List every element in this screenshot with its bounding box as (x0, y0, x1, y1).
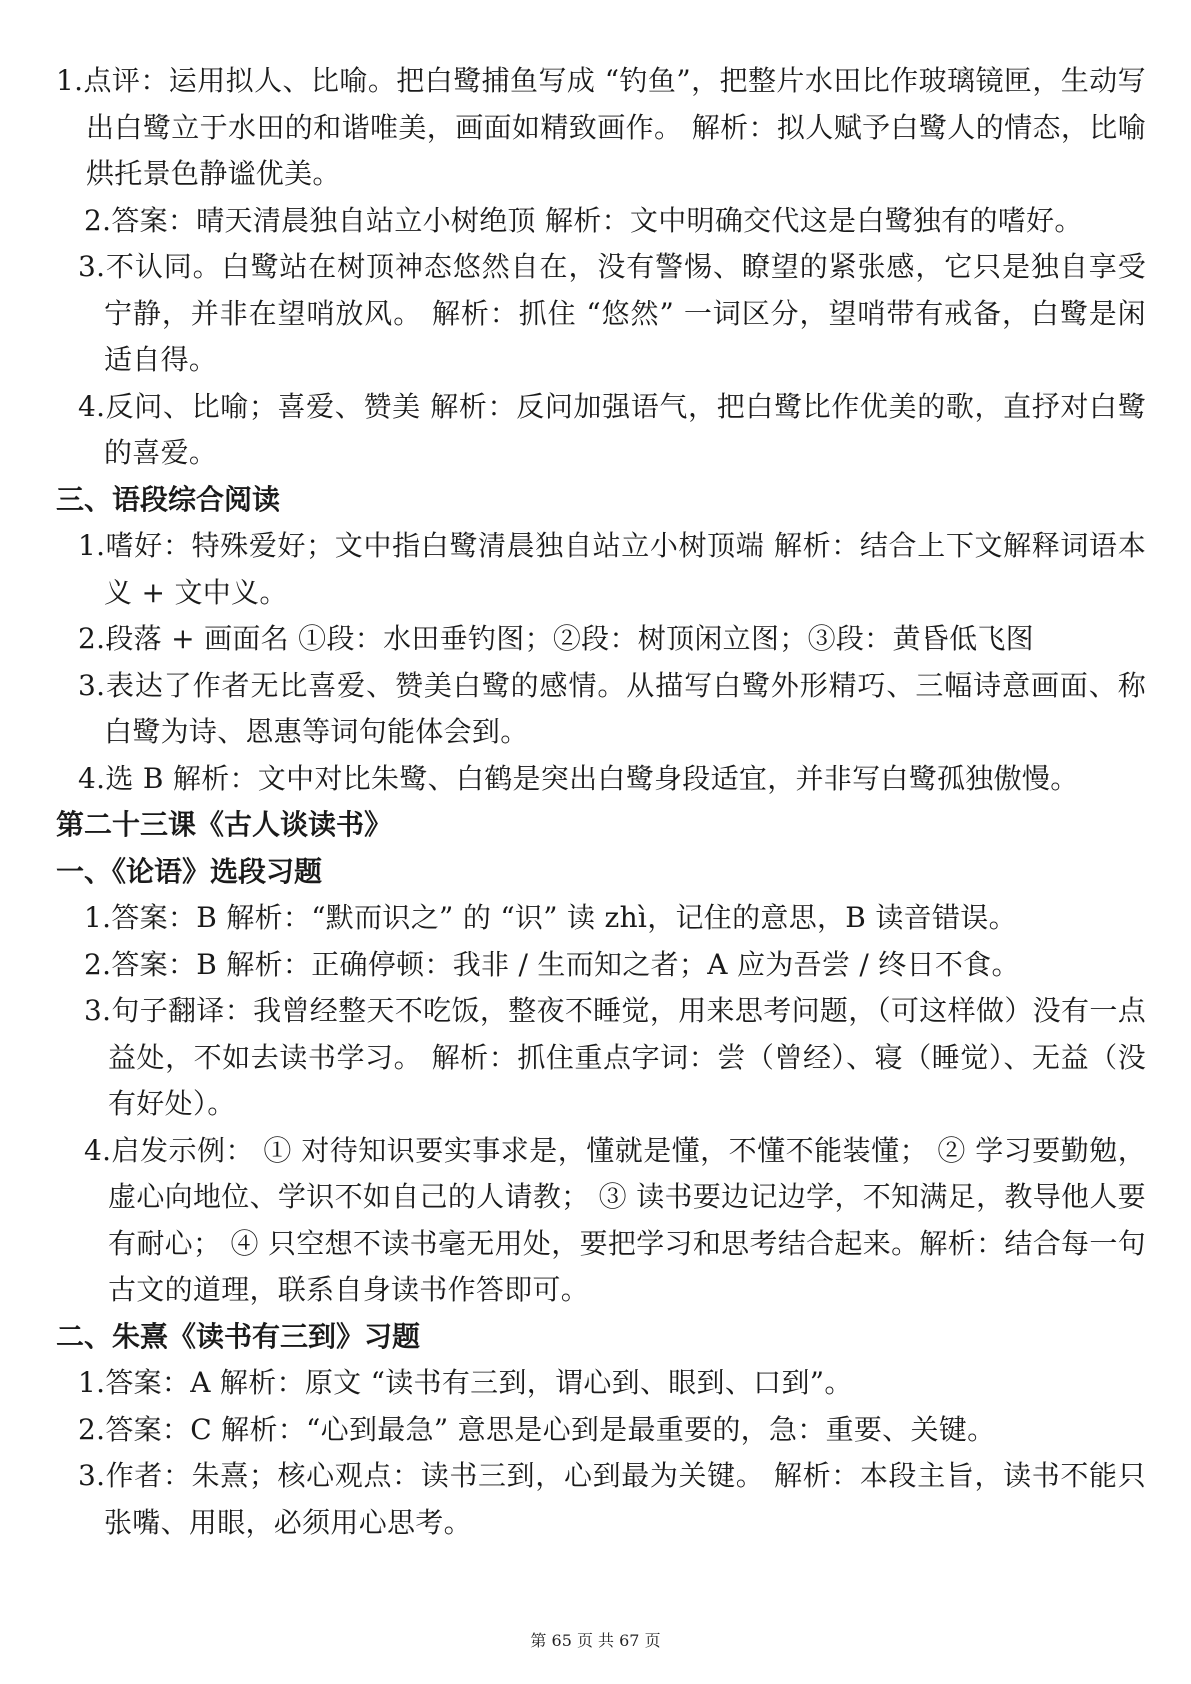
answer-item: 4.选 B 解析：文中对比朱鹭、白鹤是突出白鹭身段适宜，并非写白鹭孤独傲慢。 (78, 761, 1079, 795)
answer-item: 3.作者：朱熹；核心观点：读书三到，心到最为关键。 解析：本段主旨，读书不能只张嘴、用眼，必须用心思考。 (78, 1459, 1146, 1539)
answer-item: 3.句子翻译：我曾经整天不吃饭，整夜不睡觉，用来思考问题，（可这样做）没有一点益处，不如去读书学习。 解析：抓住重点字词：尝（曾经）、寝（睡觉）、无益（没有好处）。 (84, 994, 1146, 1120)
answer-item: 3.表达了作者无比喜爱、赞美白鹭的感情。从描写白鹭外形精巧、三幅诗意画面、称白鹭为诗、恩惠等词句能体会到。 (78, 668, 1146, 748)
answer-item: 4.启发示例： ① 对待知识要实事求是，懂就是懂，不懂不能装懂； ② 学习要勤勉，虚心向地位、学识不如自己的人请教； ③ 读书要边记边学，不知满足，教导他人要有耐心； ④ 只空想不读书毫无用处，要把学习和思考结合起来。解析：结合每一句古文的道理，联系自身读书作答即可。 (84, 1133, 1146, 1306)
answer-item: 1.答案：B 解析：“默而识之” 的 “识” 读 zhì，记住的意思，B 读音错误。 (84, 901, 1017, 934)
section-heading: 一、《论语》选段习题 (56, 854, 323, 888)
answer-item: 2.段落 + 画面名 ①段：水田垂钓图；②段：树顶闲立图；③段：黄昏低飞图 (78, 622, 1034, 655)
section-heading: 二、朱熹《读书有三到》习题 (56, 1319, 421, 1353)
lesson-title: 第二十三课《古人谈读书》 (56, 808, 393, 841)
answer-item: 1.嗜好：特殊爱好；文中指白鹭清晨独自站立小树顶端 解析：结合上下文解释词语本义 + 文中义。 (78, 529, 1146, 609)
section-heading: 三、语段综合阅读 (56, 482, 281, 516)
answer-item: 3.不认同。白鹭站在树顶神态悠然自在，没有警惕、瞭望的紧张感，它只是独自享受宁静，并非在望哨放风。 解析：抓住 “悠然” 一词区分，望哨带有戒备，白鹭是闲适自得。 (78, 250, 1146, 376)
page-content (56, 58, 1146, 1546)
answer-item: 4.反问、比喻；喜爱、赞美 解析：反问加强语气，把白鹭比作优美的歌，直抒对白鹭的喜爱。 (78, 389, 1146, 469)
answer-item: 1.答案：A 解析：原文 “读书有三到，谓心到、眼到、口到”。 (78, 1366, 853, 1399)
page-footer: 第 65 页 共 67 页 (530, 1631, 661, 1650)
answer-item: 2.答案：晴天清晨独自站立小树绝顶 解析：文中明确交代这是白鹭独有的嗜好。 (84, 203, 1083, 237)
answer-item: 2.答案：C 解析：“心到最急” 意思是心到是最重要的，急：重要、关键。 (78, 1412, 996, 1446)
answer-item: 1.点评：运用拟人、比喻。把白鹭捕鱼写成 “钓鱼”，把整片水田比作玻璃镜匣，生动写出白鹭立于水田的和谐唯美，画面如精致画作。 解析：拟人赋予白鹭人的情态，比喻烘托景色静谧优美。 (56, 64, 1146, 190)
answer-item: 2.答案：B 解析：正确停顿：我非 / 生而知之者；A 应为吾尝 / 终日不食。 (84, 947, 1020, 981)
